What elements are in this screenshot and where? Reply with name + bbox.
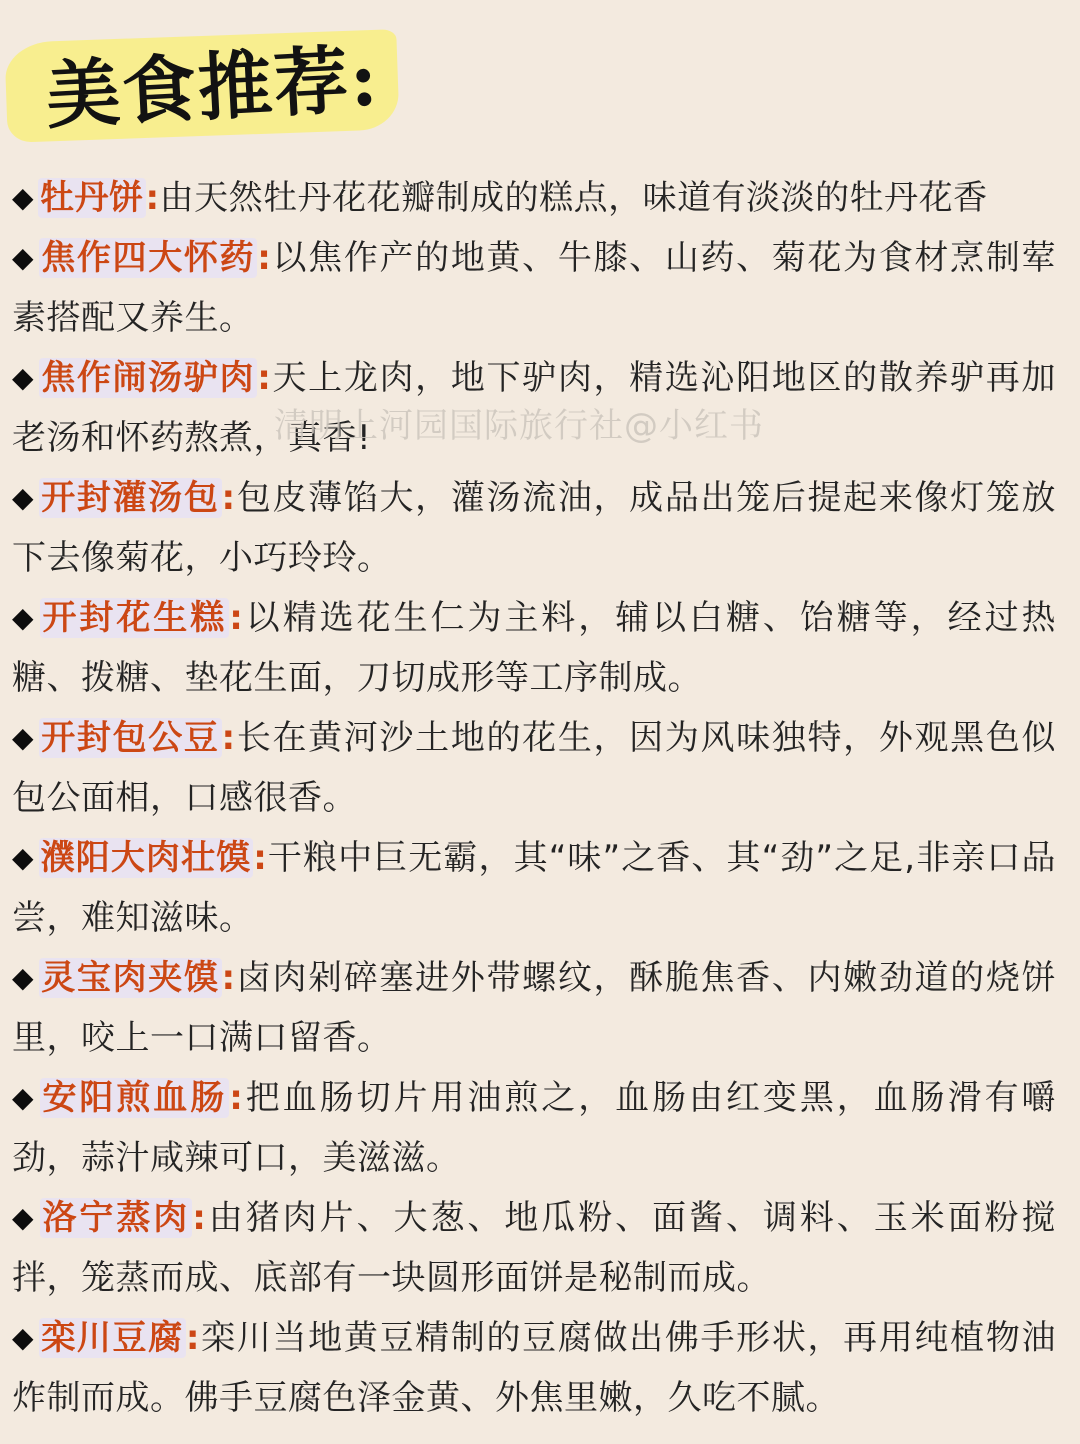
list-item <box>12 948 1056 1068</box>
food-colon: : <box>221 478 236 518</box>
food-description: 把血肠切片用油煎之，血肠由红变黑，血肠滑有嚼劲，蒜汁咸辣可口，美滋滋。 <box>12 1078 1057 1178</box>
food-description: 卤肉剁碎塞进外带螺纹，酥脆焦香、内嫩劲道的烧饼里，咬上一口满口留香。 <box>12 958 1056 1058</box>
food-colon: : <box>257 358 272 398</box>
food-colon: : <box>221 718 236 758</box>
food-description: 干粮中巨无霸，其“味”之香、其“劲”之足,非亲口品尝，难知滋味。 <box>12 838 1056 938</box>
food-description: 由猪肉片、大葱、地瓜粉、面酱、调料、玉米面粉搅拌，笼蒸而成、底部有一块圆形面饼是秘制而成。 <box>12 1198 1056 1298</box>
watermark: 清明上河园国际旅行社@小红书 <box>274 406 764 446</box>
food-name: 开封包公豆 <box>41 718 220 758</box>
list-item <box>12 228 1056 348</box>
diamond-bullet-icon: ◆ <box>12 1201 37 1234</box>
food-description: 包皮薄馅大，灌汤流油，成品出笼后提起来像灯笼放下去像菊花，小巧玲玲。 <box>12 478 1056 578</box>
list-item <box>12 708 1056 828</box>
food-name: 开封花生糕 <box>42 598 228 638</box>
food-description: 长在黄河沙土地的花生，因为风味独特，外观黑色似包公面相，口感很香。 <box>12 718 1056 818</box>
title-block <box>6 28 398 140</box>
food-description: 天上龙肉，地下驴肉，精选沁阳地区的散养驴再加老汤和怀药熬煮，真香! <box>12 358 1057 458</box>
food-colon: : <box>145 178 160 218</box>
food-name: 牡丹饼 <box>40 178 144 218</box>
diamond-bullet-icon: ◆ <box>12 361 36 394</box>
food-description: 由天然牡丹花花瓣制成的糕点，味道有淡淡的牡丹花香 <box>159 178 988 218</box>
diamond-bullet-icon: ◆ <box>12 241 36 274</box>
diamond-bullet-icon: ◆ <box>12 601 37 634</box>
food-name: 濮阳大肉壮馍 <box>40 838 252 878</box>
food-name: 栾川豆腐 <box>41 1318 184 1358</box>
list-item <box>12 168 1056 228</box>
page-title: 美食推荐: <box>43 36 382 140</box>
food-colon: : <box>192 1198 207 1238</box>
diamond-bullet-icon: ◆ <box>12 1081 37 1114</box>
food-colon: : <box>229 598 244 638</box>
list-item <box>12 468 1056 588</box>
food-name: 焦作闹汤驴肉 <box>41 358 256 398</box>
diamond-bullet-icon: ◆ <box>12 1321 36 1354</box>
food-name: 灵宝肉夹馍 <box>41 958 220 998</box>
food-description: 以焦作产的地黄、牛膝、山药、菊花为食材烹制荤素搭配又养生。 <box>12 238 1057 338</box>
list-item <box>12 828 1056 948</box>
diamond-bullet-icon: ◆ <box>12 961 36 994</box>
food-colon: : <box>185 1318 200 1358</box>
food-colon: : <box>229 1078 244 1118</box>
diamond-bullet-icon: ◆ <box>12 481 36 514</box>
food-colon: : <box>253 838 268 878</box>
food-list <box>12 168 1056 1428</box>
food-description: 以精选花生仁为主料，辅以白糖、饴糖等，经过热糖、拨糖、垫花生面，刀切成形等工序制成。 <box>12 598 1057 698</box>
food-description: 栾川当地黄豆精制的豆腐做出佛手形状，再用纯植物油炸制而成。佛手豆腐色泽金黄、外焦里嫩，久吃不腻。 <box>12 1318 1056 1418</box>
food-name: 焦作四大怀药 <box>41 238 256 278</box>
diamond-bullet-icon: ◆ <box>12 841 35 874</box>
food-colon: : <box>257 238 272 278</box>
list-item <box>12 1188 1056 1308</box>
list-item <box>12 1308 1056 1428</box>
diamond-bullet-icon: ◆ <box>12 181 35 214</box>
food-name: 安阳煎血肠 <box>42 1078 228 1118</box>
list-item <box>12 588 1056 708</box>
food-name: 开封灌汤包 <box>41 478 220 518</box>
diamond-bullet-icon: ◆ <box>12 721 36 754</box>
list-item <box>12 1068 1056 1188</box>
food-colon: : <box>221 958 236 998</box>
food-name: 洛宁蒸肉 <box>42 1198 191 1238</box>
